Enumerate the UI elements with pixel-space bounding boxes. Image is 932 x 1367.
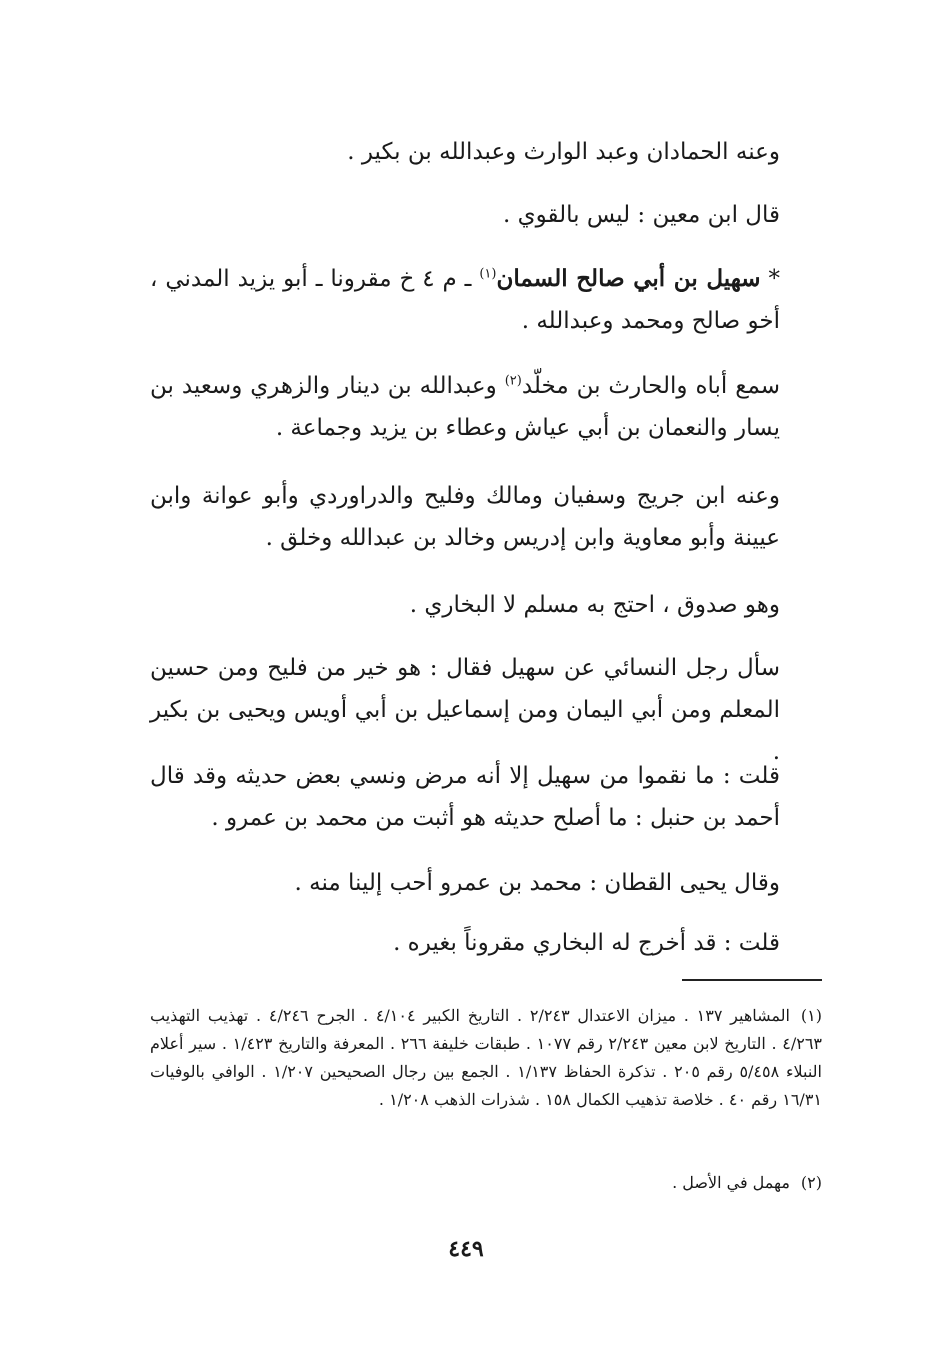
- paragraph-3-text-a: سمع أباه والحارث بن مخلّد: [521, 373, 781, 399]
- page-number: ٤٤٩: [448, 1236, 484, 1262]
- footnote-separator: [682, 979, 822, 981]
- footnote-2-text: مهمل في الأصل .: [672, 1173, 790, 1192]
- paragraph-8: [150, 862, 822, 904]
- paragraph-1-text: وعنه الحمادان وعبد الوارث وعبدالله بن بكير .: [347, 139, 780, 165]
- footnote-1-text: المشاهير ١٣٧ . ميزان الاعتدال ٢/٢٤٣ . التاريخ الكبير ٤/١٠٤ . الجرح ٤/٢٤٦ . تهذيب التهذيب ٤/٢٦٣ . التاريخ لابن معين ٢/٢٤٣ رقم ١٠٧٧ . طبقات خليفة ٢٦٦ . المعرفة والتاريخ ١/٤٢٣ . سير أعلام النبلاء ٥/٤٥٨ رقم ٢٠٥ . تذكرة الحفاظ ١/١٣٧ . الجمع بين رجال الصحيحين ١/٢٠٧ . الوافي بالوفيات ١٦/٣١ رقم ٤٠ . خلاصة تذهيب الكمال ١٥٨ . شذرات الذهب ١/٢٠٨ .: [150, 1006, 823, 1109]
- paragraph-6-text: سأل رجل النسائي عن سهيل فقال : هو خير من فليح ومن حسين المعلم ومن أبي اليمان ومن إسماعيل بن أبي أويس ويحيى بن بكير .: [150, 655, 780, 765]
- paragraph-2: [150, 194, 822, 236]
- footnote-1-number: (١): [800, 1006, 822, 1025]
- entry-name: سهيل بن أبي صالح السمان: [496, 265, 761, 292]
- footnote-1: [150, 1002, 822, 1114]
- paragraph-3: [150, 365, 822, 449]
- entry-marker: *: [768, 266, 781, 292]
- paragraph-5-text: وهو صدوق ، احتج به مسلم لا البخاري .: [409, 592, 780, 618]
- biography-entry: [150, 258, 822, 342]
- footnote-2-number: (٢): [800, 1173, 822, 1192]
- paragraph-9: [150, 922, 822, 964]
- paragraph-8-text: وقال يحيى القطان : محمد بن عمرو أحب إلينا منه .: [294, 870, 780, 896]
- paragraph-7-text: قلت : ما نقموا من سهيل إلا أنه مرض ونسي بعض حديثه وقد قال أحمد بن حنبل : ما أصلح حديثه هو أثبت من محمد بن عمرو .: [150, 763, 780, 831]
- footnote-ref-2: (٢): [504, 373, 522, 389]
- paragraph-5: [150, 584, 822, 626]
- paragraph-4: [150, 475, 822, 559]
- paragraph-3-text-b: وعبدالله بن دينار والزهري وسعيد بن يسار والنعمان بن أبي عياش وعطاء بن يزيد وجماعة .: [150, 373, 780, 441]
- paragraph-1: [150, 131, 822, 173]
- footnote-2: [150, 1169, 822, 1197]
- paragraph-7: [150, 755, 822, 839]
- paragraph-4-text: وعنه ابن جريج وسفيان ومالك وفليح والدراوردي وأبو عوانة وابن عيينة وأبو معاوية وابن إدريس وخالد بن عبدالله وخلق .: [150, 483, 780, 551]
- footnote-ref-1: (١): [479, 266, 497, 282]
- paragraph-9-text: قلت : قد أخرج له البخاري مقروناً بغيره .: [393, 930, 780, 956]
- paragraph-2-text: قال ابن معين : ليس بالقوي .: [502, 202, 780, 228]
- entry-rest: ـ م ٤ خ مقرونا ـ أبو يزيد المدني ، أخو صالح ومحمد وعبدالله .: [150, 266, 780, 334]
